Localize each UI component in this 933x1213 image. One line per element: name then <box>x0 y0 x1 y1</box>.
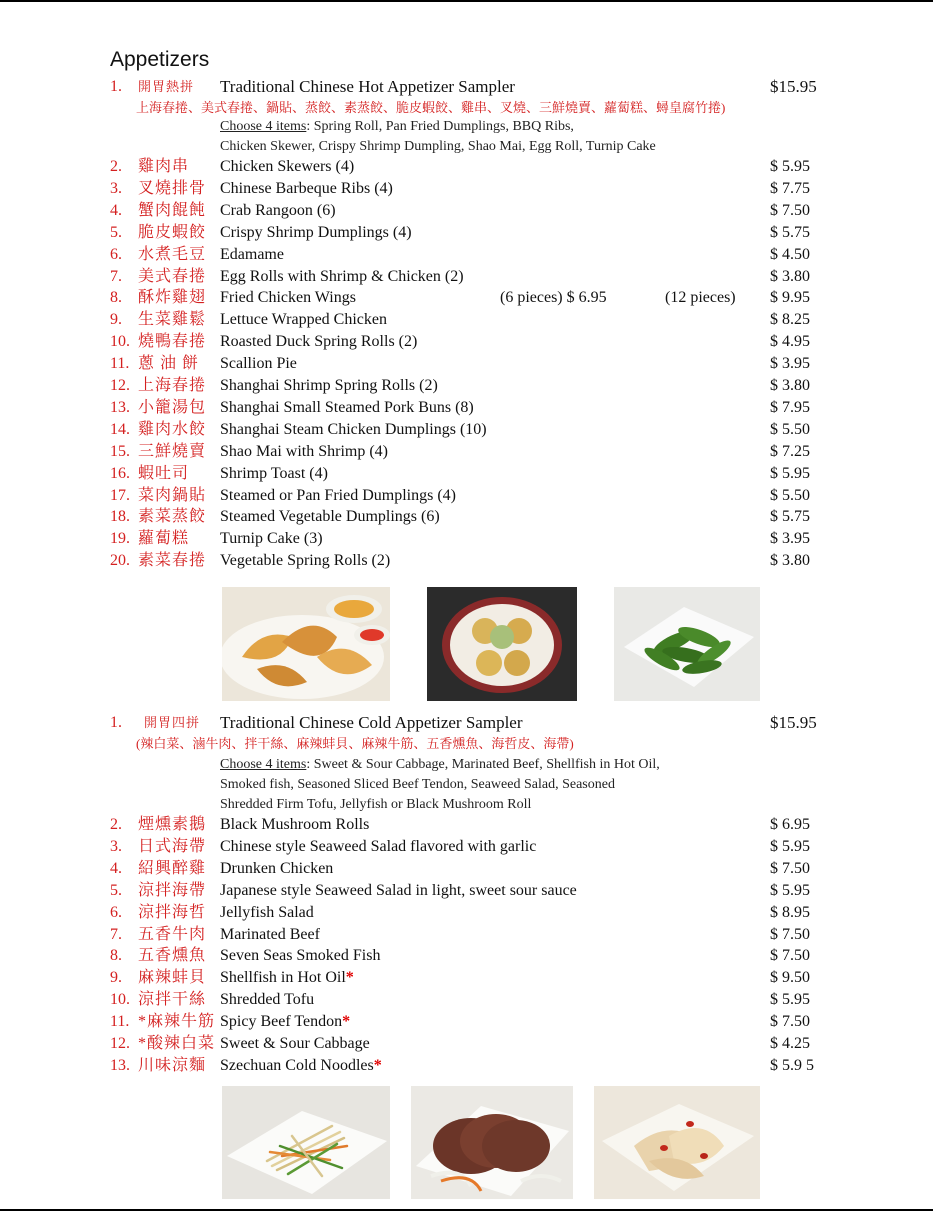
item-chinese-name: 燒鴨春捲 <box>138 333 207 351</box>
item-number: 10. <box>110 333 130 351</box>
menu-item-row <box>0 331 933 353</box>
hot-sampler-options-line: Chicken Skewer, Crispy Shrimp Dumpling, Shao Mai, Egg Roll, Turnip Cake <box>220 139 656 154</box>
choose-label: Choose 4 items <box>220 757 307 772</box>
item-number: 11. <box>110 1013 130 1031</box>
item-name-wrap <box>220 397 474 419</box>
section-heading: Appetizers <box>110 48 210 71</box>
item-chinese-name: 煙燻素鵝 <box>138 816 207 833</box>
menu-item-row <box>0 858 933 880</box>
item-number: 6. <box>110 903 122 921</box>
item-number: 19. <box>110 530 130 548</box>
item-name-wrap <box>220 156 354 178</box>
item-chinese-name: 蘿蔔糕 <box>138 530 190 548</box>
menu-item-row <box>0 397 933 419</box>
menu-item-row <box>0 485 933 507</box>
menu-item-row <box>0 880 933 902</box>
menu-item-row <box>0 528 933 550</box>
item-name: Chicken Skewers (4) <box>220 158 355 175</box>
item-chinese-name: 紹興醉雞 <box>138 859 207 877</box>
hot-sampler-chinese-list: 上海春捲、美式春捲、鍋貼、蒸餃、素蒸餃、脆皮蝦餃、雞串、叉燒、三鮮燒賣、蘿蔔糕、蟳皇腐竹捲) <box>136 100 726 115</box>
item-number: 4. <box>110 201 122 219</box>
item-chinese-name: 五香燻魚 <box>138 947 207 965</box>
item-number: 7. <box>110 267 122 285</box>
item-price: $ 4.25 <box>770 1035 810 1052</box>
item-name: Traditional Chinese Cold Appetizer Sampler <box>220 713 523 732</box>
menu-item-row <box>0 836 933 858</box>
item-name-wrap <box>220 1055 382 1077</box>
item-number: 2. <box>110 158 122 175</box>
item-name: Szechuan Cold Noodles <box>220 1056 374 1074</box>
item-chinese-name: 五香牛肉 <box>138 925 207 943</box>
spicy-star-icon: * <box>345 969 354 987</box>
item-name: Lettuce Wrapped Chicken <box>220 311 387 329</box>
item-name-wrap <box>220 309 387 331</box>
item-name-wrap <box>220 1011 350 1033</box>
item-name: Steamed or Pan Fried Dumplings (4) <box>220 486 456 504</box>
item-chinese-name: 麻辣蚌貝 <box>138 969 207 987</box>
drunken-chicken-photo <box>594 1086 760 1199</box>
menu-item-row <box>0 463 933 485</box>
item-name: Steamed Vegetable Dumplings (6) <box>220 508 440 526</box>
item-name-wrap <box>220 353 297 375</box>
item-name: Seven Seas Smoked Fish <box>220 947 381 965</box>
item-name: Shredded Tofu <box>220 991 315 1009</box>
choose-label: Choose 4 items <box>220 119 307 134</box>
item-number: 9. <box>110 969 122 987</box>
item-name: Fried Chicken Wings <box>220 289 356 307</box>
item-chinese-name: 素菜蒸餃 <box>138 508 207 526</box>
item-name: Shellfish in Hot Oil <box>220 969 346 987</box>
item-price: $ 9.95 <box>770 289 810 307</box>
item-price: $ 5.95 <box>770 991 810 1009</box>
item-chinese-name: 菜肉鍋貼 <box>138 486 207 504</box>
item-price: $ 7.50 <box>770 201 810 219</box>
menu-item-row <box>0 902 933 924</box>
item-size-large: (12 pieces) <box>665 289 736 307</box>
item-chinese-name: *酸辣白菜 <box>138 1035 216 1052</box>
choose-options: : Spring Roll, Pan Fried Dumplings, BBQ Ribs, <box>306 119 574 134</box>
item-name: Scallion Pie <box>220 355 297 373</box>
item-name-wrap <box>220 419 487 441</box>
item-number: 5. <box>110 223 122 241</box>
item-price: $ 3.80 <box>770 377 810 394</box>
item-name: Chinese style Seaweed Salad flavored with garlic <box>220 837 537 855</box>
menu-item-row <box>0 550 933 572</box>
item-name: Jellyfish Salad <box>220 903 314 921</box>
item-chinese-name: 雞肉串 <box>138 158 190 175</box>
item-name: Turnip Cake (3) <box>220 530 323 548</box>
menu-item-row <box>0 506 933 528</box>
item-number: 17. <box>110 486 130 504</box>
item-name-wrap <box>220 375 438 397</box>
item-name-wrap <box>220 550 390 572</box>
menu-item-row <box>0 814 933 836</box>
cold-sampler-options-line: Smoked fish, Seasoned Sliced Beef Tendon, Seaweed Salad, Seasoned <box>220 777 615 792</box>
item-chinese-name: 蝦吐司 <box>138 464 190 482</box>
menu-item-row <box>0 266 933 288</box>
menu-item-row <box>0 419 933 441</box>
item-name: Black Mushroom Rolls <box>220 816 370 833</box>
crab-rangoon-photo <box>222 587 390 701</box>
item-name: Crispy Shrimp Dumplings (4) <box>220 223 412 241</box>
item-name: Egg Rolls with Shrimp & Chicken (2) <box>220 267 464 285</box>
menu-item-row <box>0 375 933 397</box>
item-price: $ 7.50 <box>770 1013 810 1031</box>
item-price: $ 4.50 <box>770 245 810 263</box>
item-name-wrap <box>220 902 314 924</box>
item-name-wrap <box>220 814 369 836</box>
item-price: $ 7.75 <box>770 179 810 197</box>
item-name-wrap <box>220 836 536 858</box>
item-name: Traditional Chinese Hot Appetizer Sampler <box>220 77 515 96</box>
item-name-wrap <box>220 1033 370 1055</box>
item-price: $15.95 <box>770 713 817 732</box>
item-price: $ 4.95 <box>770 333 810 351</box>
item-price-small: (6 pieces) $ 6.95 <box>500 289 607 307</box>
menu-item-row <box>0 924 933 946</box>
menu-item-row <box>0 989 933 1011</box>
item-number: 1. <box>110 78 122 95</box>
item-price: $ 8.95 <box>770 903 810 921</box>
item-chinese-name: 小籠湯包 <box>138 398 207 416</box>
item-number: 15. <box>110 442 130 460</box>
item-price: $ 3.95 <box>770 530 810 548</box>
item-chinese-name: 開胃四拼 <box>144 715 201 730</box>
item-number: 7. <box>110 925 122 943</box>
menu-item-row <box>0 222 933 244</box>
item-name-wrap <box>220 178 393 200</box>
item-name-wrap <box>220 880 577 902</box>
item-price: $ 7.50 <box>770 925 810 943</box>
item-number: 5. <box>110 881 122 899</box>
menu-item-row <box>0 309 933 331</box>
item-number: 20. <box>110 552 130 570</box>
item-number: 8. <box>110 947 122 965</box>
item-name-wrap <box>220 485 456 507</box>
spicy-star-icon: * <box>373 1056 382 1074</box>
item-number: 10. <box>110 991 130 1009</box>
item-chinese-name: 酥炸雞翅 <box>138 289 207 307</box>
top-rule <box>0 0 933 2</box>
item-price: $ 3.80 <box>770 267 810 285</box>
item-price: $ 5.75 <box>770 223 810 241</box>
item-number: 9. <box>110 311 122 329</box>
item-chinese-name: 蟹肉餛飩 <box>138 201 207 219</box>
item-chinese-name: 涼拌海帶 <box>138 881 207 899</box>
menu-item-row <box>0 156 933 178</box>
item-name: Sweet & Sour Cabbage <box>220 1035 370 1052</box>
item-name: Japanese style Seaweed Salad in light, sweet sour sauce <box>220 881 577 899</box>
bottom-rule <box>0 1209 933 1211</box>
item-price: $15.95 <box>770 77 817 96</box>
shredded-tofu-photo <box>222 1086 390 1199</box>
menu-item-row <box>0 353 933 375</box>
item-name-wrap <box>220 331 417 353</box>
item-name: Spicy Beef Tendon <box>220 1013 343 1031</box>
item-price: $ 5.50 <box>770 486 810 504</box>
item-name-wrap <box>220 441 388 463</box>
item-chinese-name: 雞肉水餃 <box>138 420 207 438</box>
item-number: 18. <box>110 508 130 526</box>
item-chinese-name: 蔥 油 餅 <box>138 355 200 373</box>
item-chinese-name: 素菜春捲 <box>138 552 207 570</box>
cold-sampler-options-line: Shredded Firm Tofu, Jellyfish or Black Mushroom Roll <box>220 797 532 812</box>
item-chinese-name: 涼拌海哲 <box>138 903 207 921</box>
item-chinese-name: 涼拌干絲 <box>138 991 207 1009</box>
item-price: $ 7.95 <box>770 398 810 416</box>
item-price: $ 8.25 <box>770 311 810 329</box>
cold-sampler-choose-line <box>220 755 660 775</box>
item-name: Shanghai Steam Chicken Dumplings (10) <box>220 420 487 438</box>
item-number: 11. <box>110 355 130 373</box>
item-name: Crab Rangoon (6) <box>220 201 336 219</box>
item-price: $ 9.50 <box>770 969 810 987</box>
item-name-wrap <box>220 222 412 244</box>
item-chinese-name: 川味涼麵 <box>138 1056 207 1074</box>
item-number: 13. <box>110 1056 130 1074</box>
item-price: $ 5.95 <box>770 464 810 482</box>
menu-item-row <box>0 1055 933 1077</box>
item-name-wrap <box>220 989 314 1011</box>
item-chinese-name: 叉燒排骨 <box>138 179 207 197</box>
item-name-wrap <box>220 967 354 989</box>
item-name-wrap <box>220 506 440 528</box>
marinated-beef-photo <box>411 1086 573 1199</box>
item-name-wrap <box>220 266 464 288</box>
item-price: $ 3.95 <box>770 355 810 373</box>
item-chinese-name: *麻辣牛筋 <box>138 1013 216 1031</box>
item-name-wrap <box>220 287 356 309</box>
item-name: Drunken Chicken <box>220 859 334 877</box>
item-price: $ 7.50 <box>770 859 810 877</box>
item-number: 16. <box>110 464 130 482</box>
item-name: Vegetable Spring Rolls (2) <box>220 552 391 570</box>
item-number: 12. <box>110 377 130 394</box>
item-chinese-name: 水煮毛豆 <box>138 245 207 263</box>
item-number: 6. <box>110 245 122 263</box>
menu-item-row <box>0 1033 933 1055</box>
item-price: $ 7.25 <box>770 442 810 460</box>
item-name-wrap <box>220 858 333 880</box>
menu-item-row <box>0 200 933 222</box>
choose-options: : Sweet & Sour Cabbage, Marinated Beef, Shellfish in Hot Oil, <box>306 757 660 772</box>
item-price: $ 3.80 <box>770 552 810 570</box>
item-number: 14. <box>110 420 130 438</box>
item-chinese-name: 開胃熱拼 <box>138 79 195 94</box>
item-chinese-name: 美式春捲 <box>138 267 207 285</box>
item-number: 1. <box>110 714 122 731</box>
item-number: 12. <box>110 1035 130 1052</box>
cold-sampler-chinese-list: (辣白菜、滷牛肉、拌干絲、麻辣蚌貝、麻辣牛筋、五香燻魚、海哲皮、海帶) <box>136 736 574 751</box>
item-chinese-name: 日式海帶 <box>138 837 207 855</box>
item-number: 2. <box>110 816 122 833</box>
cold-sampler-row <box>0 712 933 734</box>
item-name-wrap <box>220 945 380 967</box>
item-name-wrap <box>220 528 323 550</box>
item-price: $ 6.95 <box>770 816 810 833</box>
item-name: Shanghai Shrimp Spring Rolls (2) <box>220 377 438 394</box>
item-name: Shrimp Toast (4) <box>220 464 328 482</box>
item-name: Shao Mai with Shrimp (4) <box>220 442 388 460</box>
item-number: 13. <box>110 398 130 416</box>
item-chinese-name: 三鮮燒賣 <box>138 442 207 460</box>
item-name: Shanghai Small Steamed Pork Buns (8) <box>220 398 474 416</box>
menu-item-row <box>0 178 933 200</box>
item-number: 3. <box>110 837 122 855</box>
item-number: 8. <box>110 289 122 307</box>
item-name: Chinese Barbeque Ribs (4) <box>220 179 393 197</box>
item-name-wrap <box>220 244 284 266</box>
item-chinese-name: 生菜雞鬆 <box>138 311 207 329</box>
item-price: $ 5.9 5 <box>770 1056 814 1074</box>
spicy-star-icon: * <box>342 1013 351 1031</box>
item-price: $ 5.50 <box>770 420 810 438</box>
item-chinese-name: 上海春捲 <box>138 377 207 394</box>
menu-item-row <box>0 244 933 266</box>
item-name: Marinated Beef <box>220 925 320 943</box>
hot-sampler-row <box>0 76 933 98</box>
shao-mai-photo <box>427 587 577 701</box>
item-name: Edamame <box>220 245 284 263</box>
menu-item-row <box>0 287 933 309</box>
item-chinese-name: 脆皮蝦餃 <box>138 223 207 241</box>
item-name-wrap <box>220 200 336 222</box>
item-number: 3. <box>110 179 122 197</box>
item-price: $ 5.95 <box>770 881 810 899</box>
menu-item-row <box>0 945 933 967</box>
edamame-photo <box>614 587 760 701</box>
menu-item-row <box>0 967 933 989</box>
item-name-wrap <box>220 463 328 485</box>
menu-item-row <box>0 1011 933 1033</box>
hot-sampler-choose-line <box>220 117 574 137</box>
item-price: $ 5.95 <box>770 158 810 175</box>
item-name: Roasted Duck Spring Rolls (2) <box>220 333 418 351</box>
item-number: 4. <box>110 859 122 877</box>
item-name-wrap <box>220 924 320 946</box>
item-price: $ 7.50 <box>770 947 810 965</box>
item-price: $ 5.75 <box>770 508 810 526</box>
item-price: $ 5.95 <box>770 837 810 855</box>
menu-item-row <box>0 441 933 463</box>
